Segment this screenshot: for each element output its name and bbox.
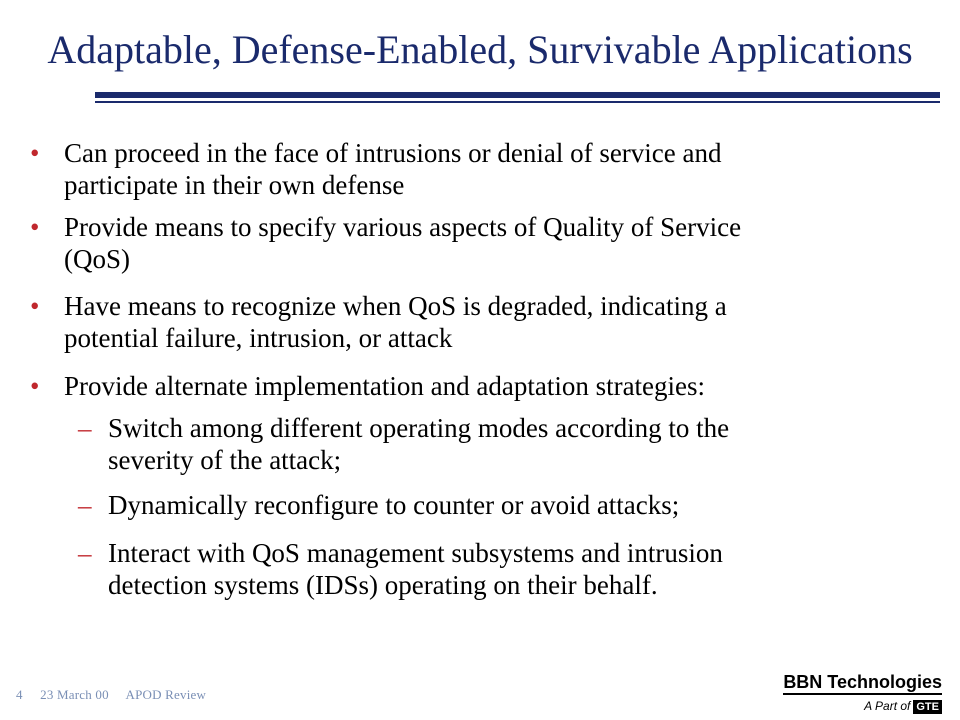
bullet-mark: • bbox=[30, 371, 40, 401]
sub-bullet-1 bbox=[78, 412, 868, 476]
sub-bullet-2-line-1: Dynamically reconfigure to counter or avoid attacks; bbox=[108, 490, 680, 520]
bullet-1-line-2: participate in their own defense bbox=[64, 170, 405, 200]
bullet-4-line-1: Provide alternate implementation and adaptation strategies: bbox=[64, 371, 706, 401]
page-number: 4 bbox=[16, 687, 23, 702]
bullet-2-line-1: Provide means to specify various aspects of Quality of Service bbox=[64, 212, 742, 242]
title-rule-thick bbox=[95, 92, 940, 98]
footer-event: APOD Review bbox=[125, 687, 207, 702]
sub-bullet-mark: – bbox=[78, 538, 92, 568]
logo-company-name: BBN Technologies bbox=[783, 672, 942, 695]
sub-bullet-mark: – bbox=[78, 490, 92, 520]
bullet-1 bbox=[30, 137, 864, 201]
bullet-mark: • bbox=[30, 291, 40, 321]
logo-tagline-row bbox=[783, 697, 942, 715]
bullet-1-line-1: Can proceed in the face of intrusions or denial of service and bbox=[64, 138, 722, 168]
slide-footer bbox=[16, 687, 220, 703]
bullet-mark: • bbox=[30, 212, 40, 242]
bullet-3 bbox=[30, 290, 864, 354]
logo-tagline: A Part of bbox=[864, 699, 911, 713]
title-rule-thin bbox=[95, 101, 940, 103]
bullet-2-line-2: (QoS) bbox=[64, 244, 130, 274]
sub-bullet-1-line-1: Switch among different operating modes according to the bbox=[108, 413, 730, 443]
footer-date: 23 March 00 bbox=[40, 687, 109, 702]
sub-bullet-3 bbox=[78, 537, 868, 601]
company-logo bbox=[783, 672, 942, 715]
bullet-3-line-1: Have means to recognize when QoS is degraded, indicating a bbox=[64, 291, 727, 321]
bullet-4 bbox=[30, 370, 864, 402]
sub-bullet-2 bbox=[78, 489, 868, 521]
bullet-3-line-2: potential failure, intrusion, or attack bbox=[64, 323, 453, 353]
sub-bullet-3-line-1: Interact with QoS management subsystems and intrusion bbox=[108, 538, 723, 568]
slide-title: Adaptable, Defense-Enabled, Survivable Applications bbox=[47, 27, 913, 72]
bullet-2 bbox=[30, 211, 864, 275]
logo-parent-badge: GTE bbox=[913, 700, 942, 714]
sub-bullet-1-line-2: severity of the attack; bbox=[108, 445, 342, 475]
sub-bullet-3-line-2: detection systems (IDSs) operating on their behalf. bbox=[108, 570, 658, 600]
sub-bullet-mark: – bbox=[78, 413, 92, 443]
bullet-mark: • bbox=[30, 138, 40, 168]
